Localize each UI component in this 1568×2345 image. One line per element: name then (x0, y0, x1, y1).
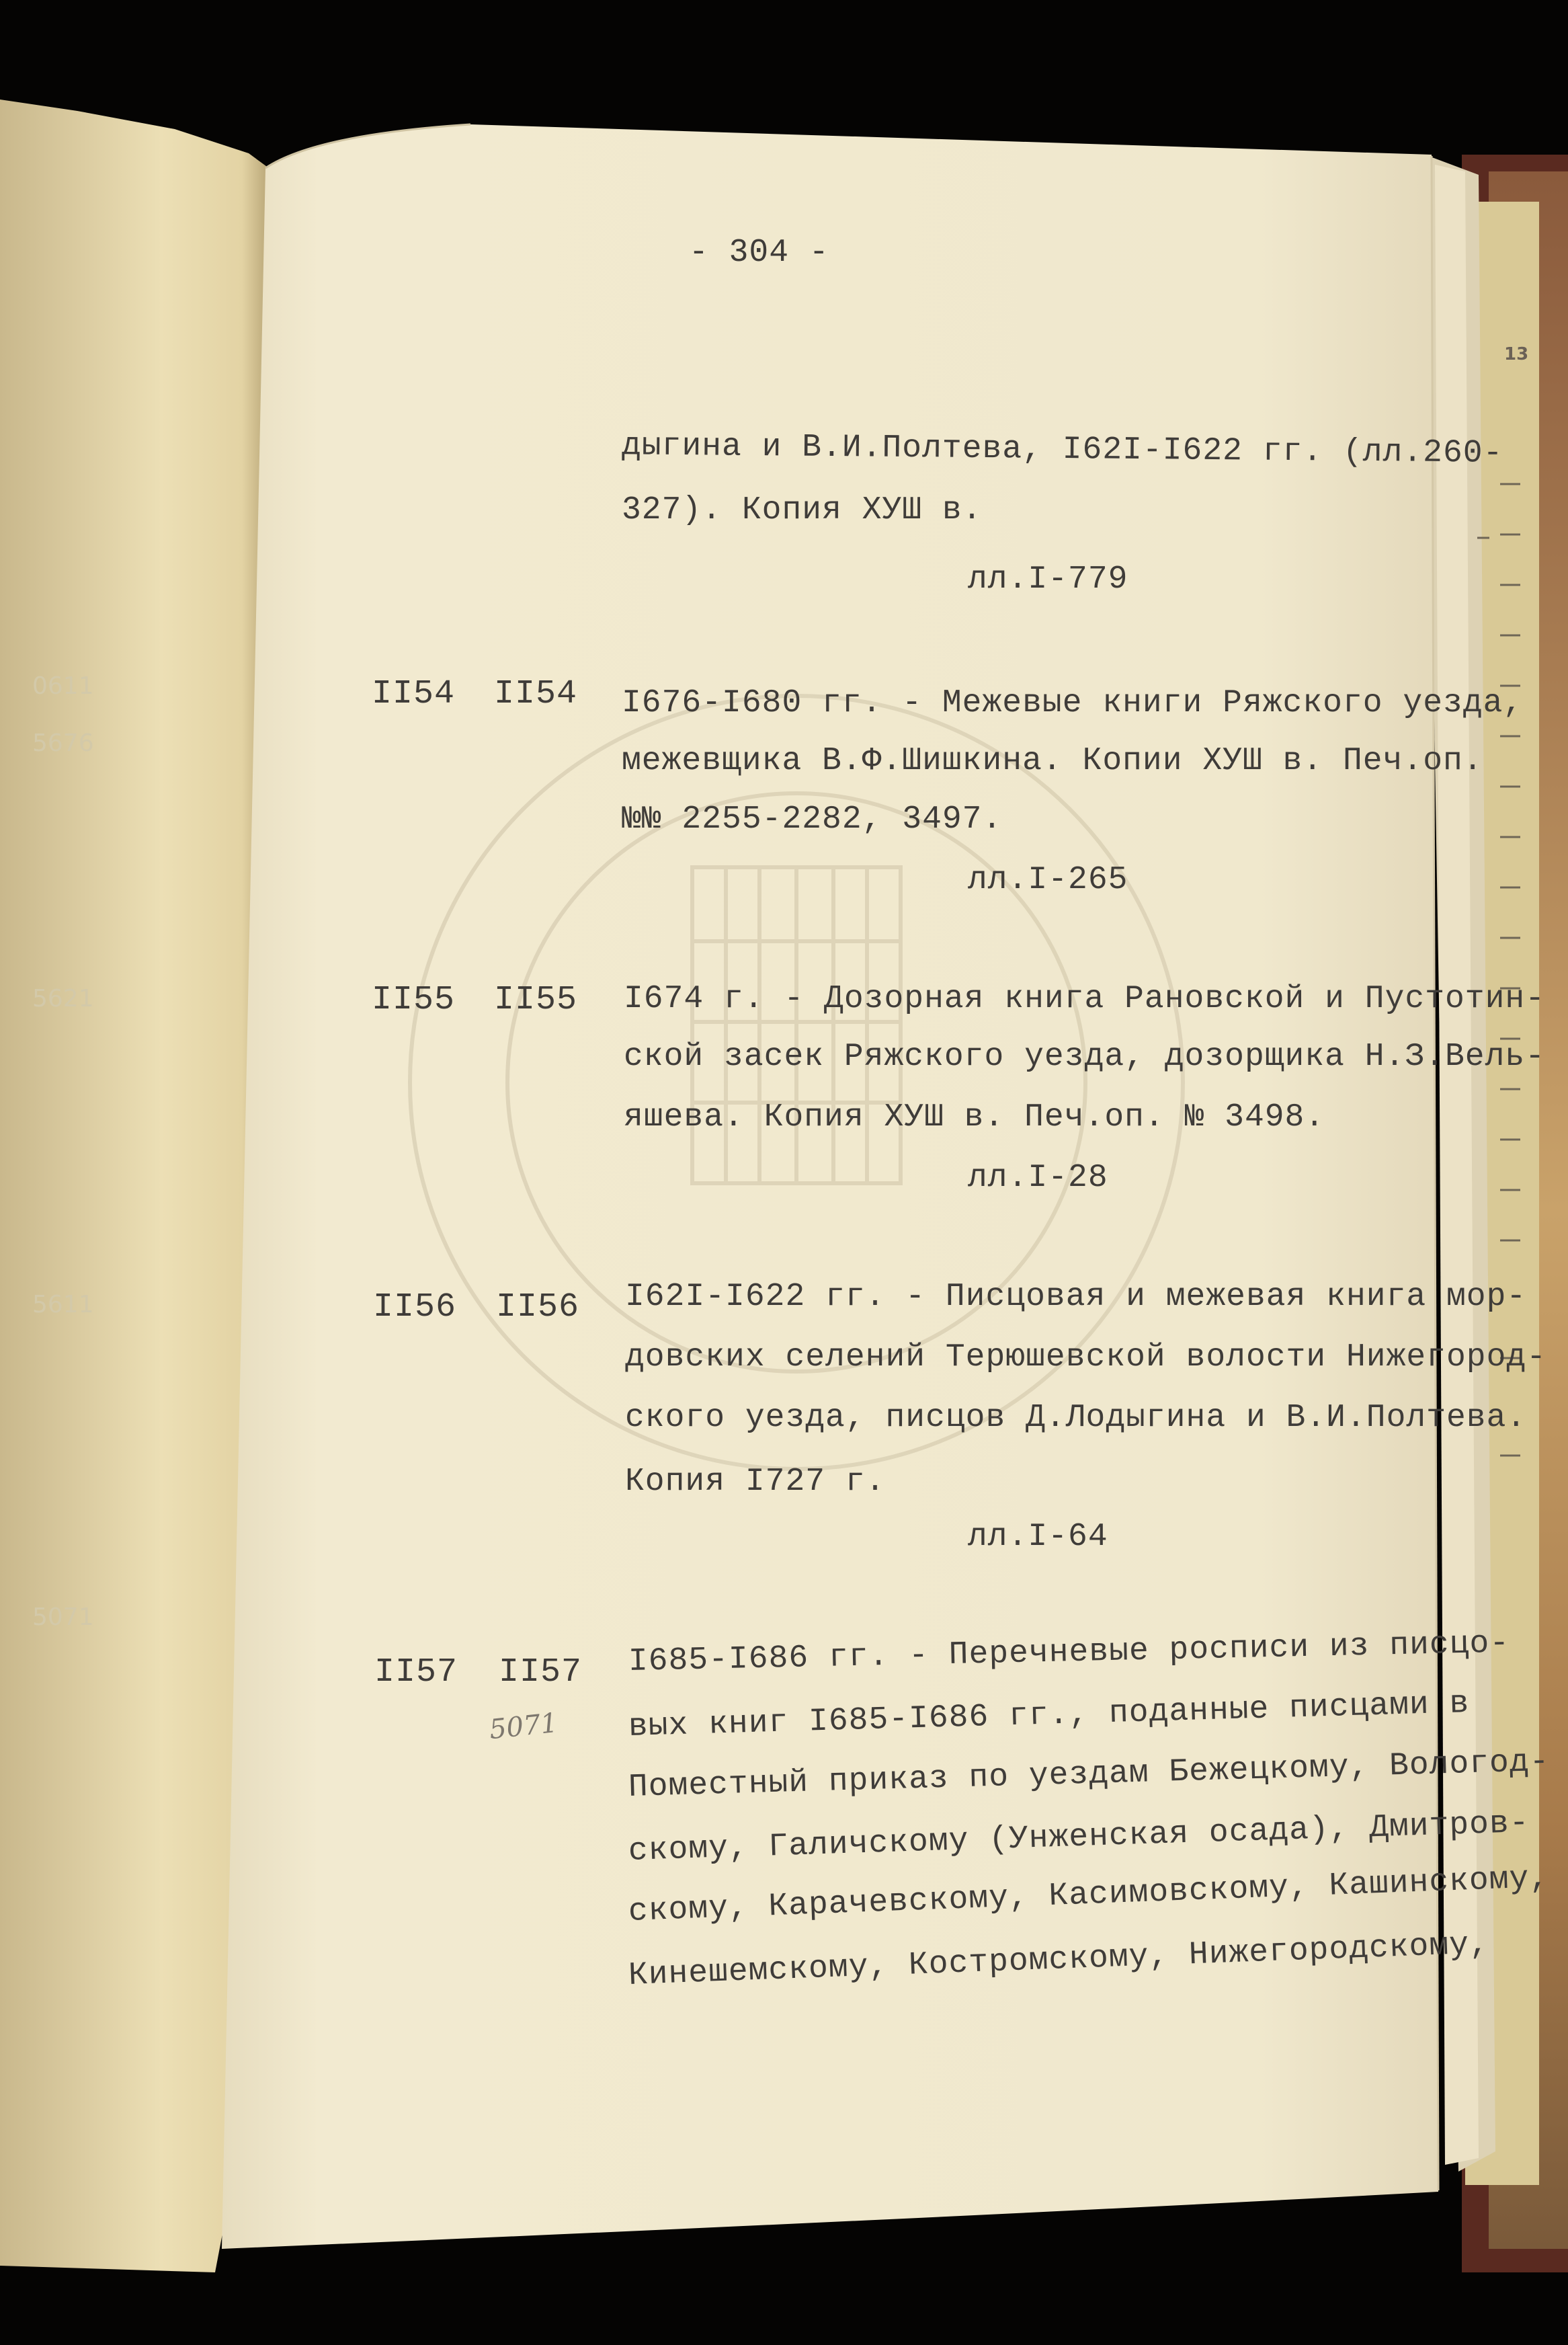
ghost-number-5: 5071 (32, 1603, 94, 1631)
continuation-line: дыгина и В.И.Полтева, I62I-I622 гг. (лл.260- (621, 428, 1503, 472)
entry-line: яшева. Копия ХУШ в. Печ.оп. № 3498. (624, 1099, 1325, 1136)
entry-line: I62I-I622 гг. - Писцовая и межевая книга мор- (625, 1279, 1527, 1315)
ghost-number-4: 5611 (32, 1291, 94, 1318)
entry-line: Кинешемскому, Костромскому, Нижегородскому, (628, 1926, 1490, 1994)
folios: лл.I-28 (968, 1160, 1108, 1196)
entry-line: I676-I680 гг. - Межевые книги Ряжского уезда, (622, 685, 1524, 721)
entry-line: ского уезда, писцов Д.Лодыгина и В.И.Полтева. (625, 1400, 1527, 1436)
ghost-number-1: 0611 (32, 672, 94, 700)
entry-line: №№ 2255-2282, 3497. (622, 801, 1003, 838)
folios: лл.I-265 (968, 862, 1128, 898)
entry-line: ской засек Ряжского уезда, дозорщика Н.З.Вель- (624, 1039, 1546, 1075)
page-number: - 304 - (689, 235, 829, 271)
handwritten-number: 5071 (487, 1707, 559, 1746)
entry-number: II56 (373, 1288, 457, 1326)
entry-line: межевщика В.Ф.Шишкина. Копии ХУШ в. Печ.оп. (622, 743, 1483, 779)
edge-tab-number: 13 (1504, 344, 1529, 364)
folios: лл.I-64 (968, 1519, 1108, 1555)
continuation-line: 327). Копия ХУШ в. (622, 492, 983, 528)
entry-line: I685-I686 гг. - Перечневые росписи из писцо- (628, 1625, 1510, 1680)
entry-number: II55 (372, 981, 456, 1019)
entry-line: скому, Галичскому (Унженская осада), Дмитров- (628, 1804, 1530, 1870)
entry-line: Поместный приказ по уездам Бежецкому, Вологод- (628, 1743, 1551, 1806)
entry-line: вых книг I685-I686 гг., поданные писцами в (628, 1685, 1471, 1745)
ghost-number-3: 5621 (32, 985, 94, 1012)
entry-number-duplicate: II54 (494, 675, 578, 713)
entry-line: I674 г. - Дозорная книга Рановской и Пустотин- (624, 981, 1546, 1017)
entry-number: II57 (374, 1653, 458, 1692)
entry-line: скому, Карачевскому, Касимовскому, Кашинскому, (628, 1860, 1551, 1930)
ghost-number-2: 5676 (32, 729, 94, 757)
entry-number-duplicate: II57 (499, 1653, 583, 1692)
folios: лл.I-779 (968, 561, 1128, 598)
entry-line: Копия I727 г. (625, 1464, 886, 1500)
entry-number-duplicate: II56 (496, 1288, 580, 1326)
entry-number: II54 (372, 675, 456, 713)
entry-line: довских селений Терюшевской волости Нижегород- (625, 1339, 1547, 1376)
entry-number-duplicate: II55 (494, 981, 578, 1019)
